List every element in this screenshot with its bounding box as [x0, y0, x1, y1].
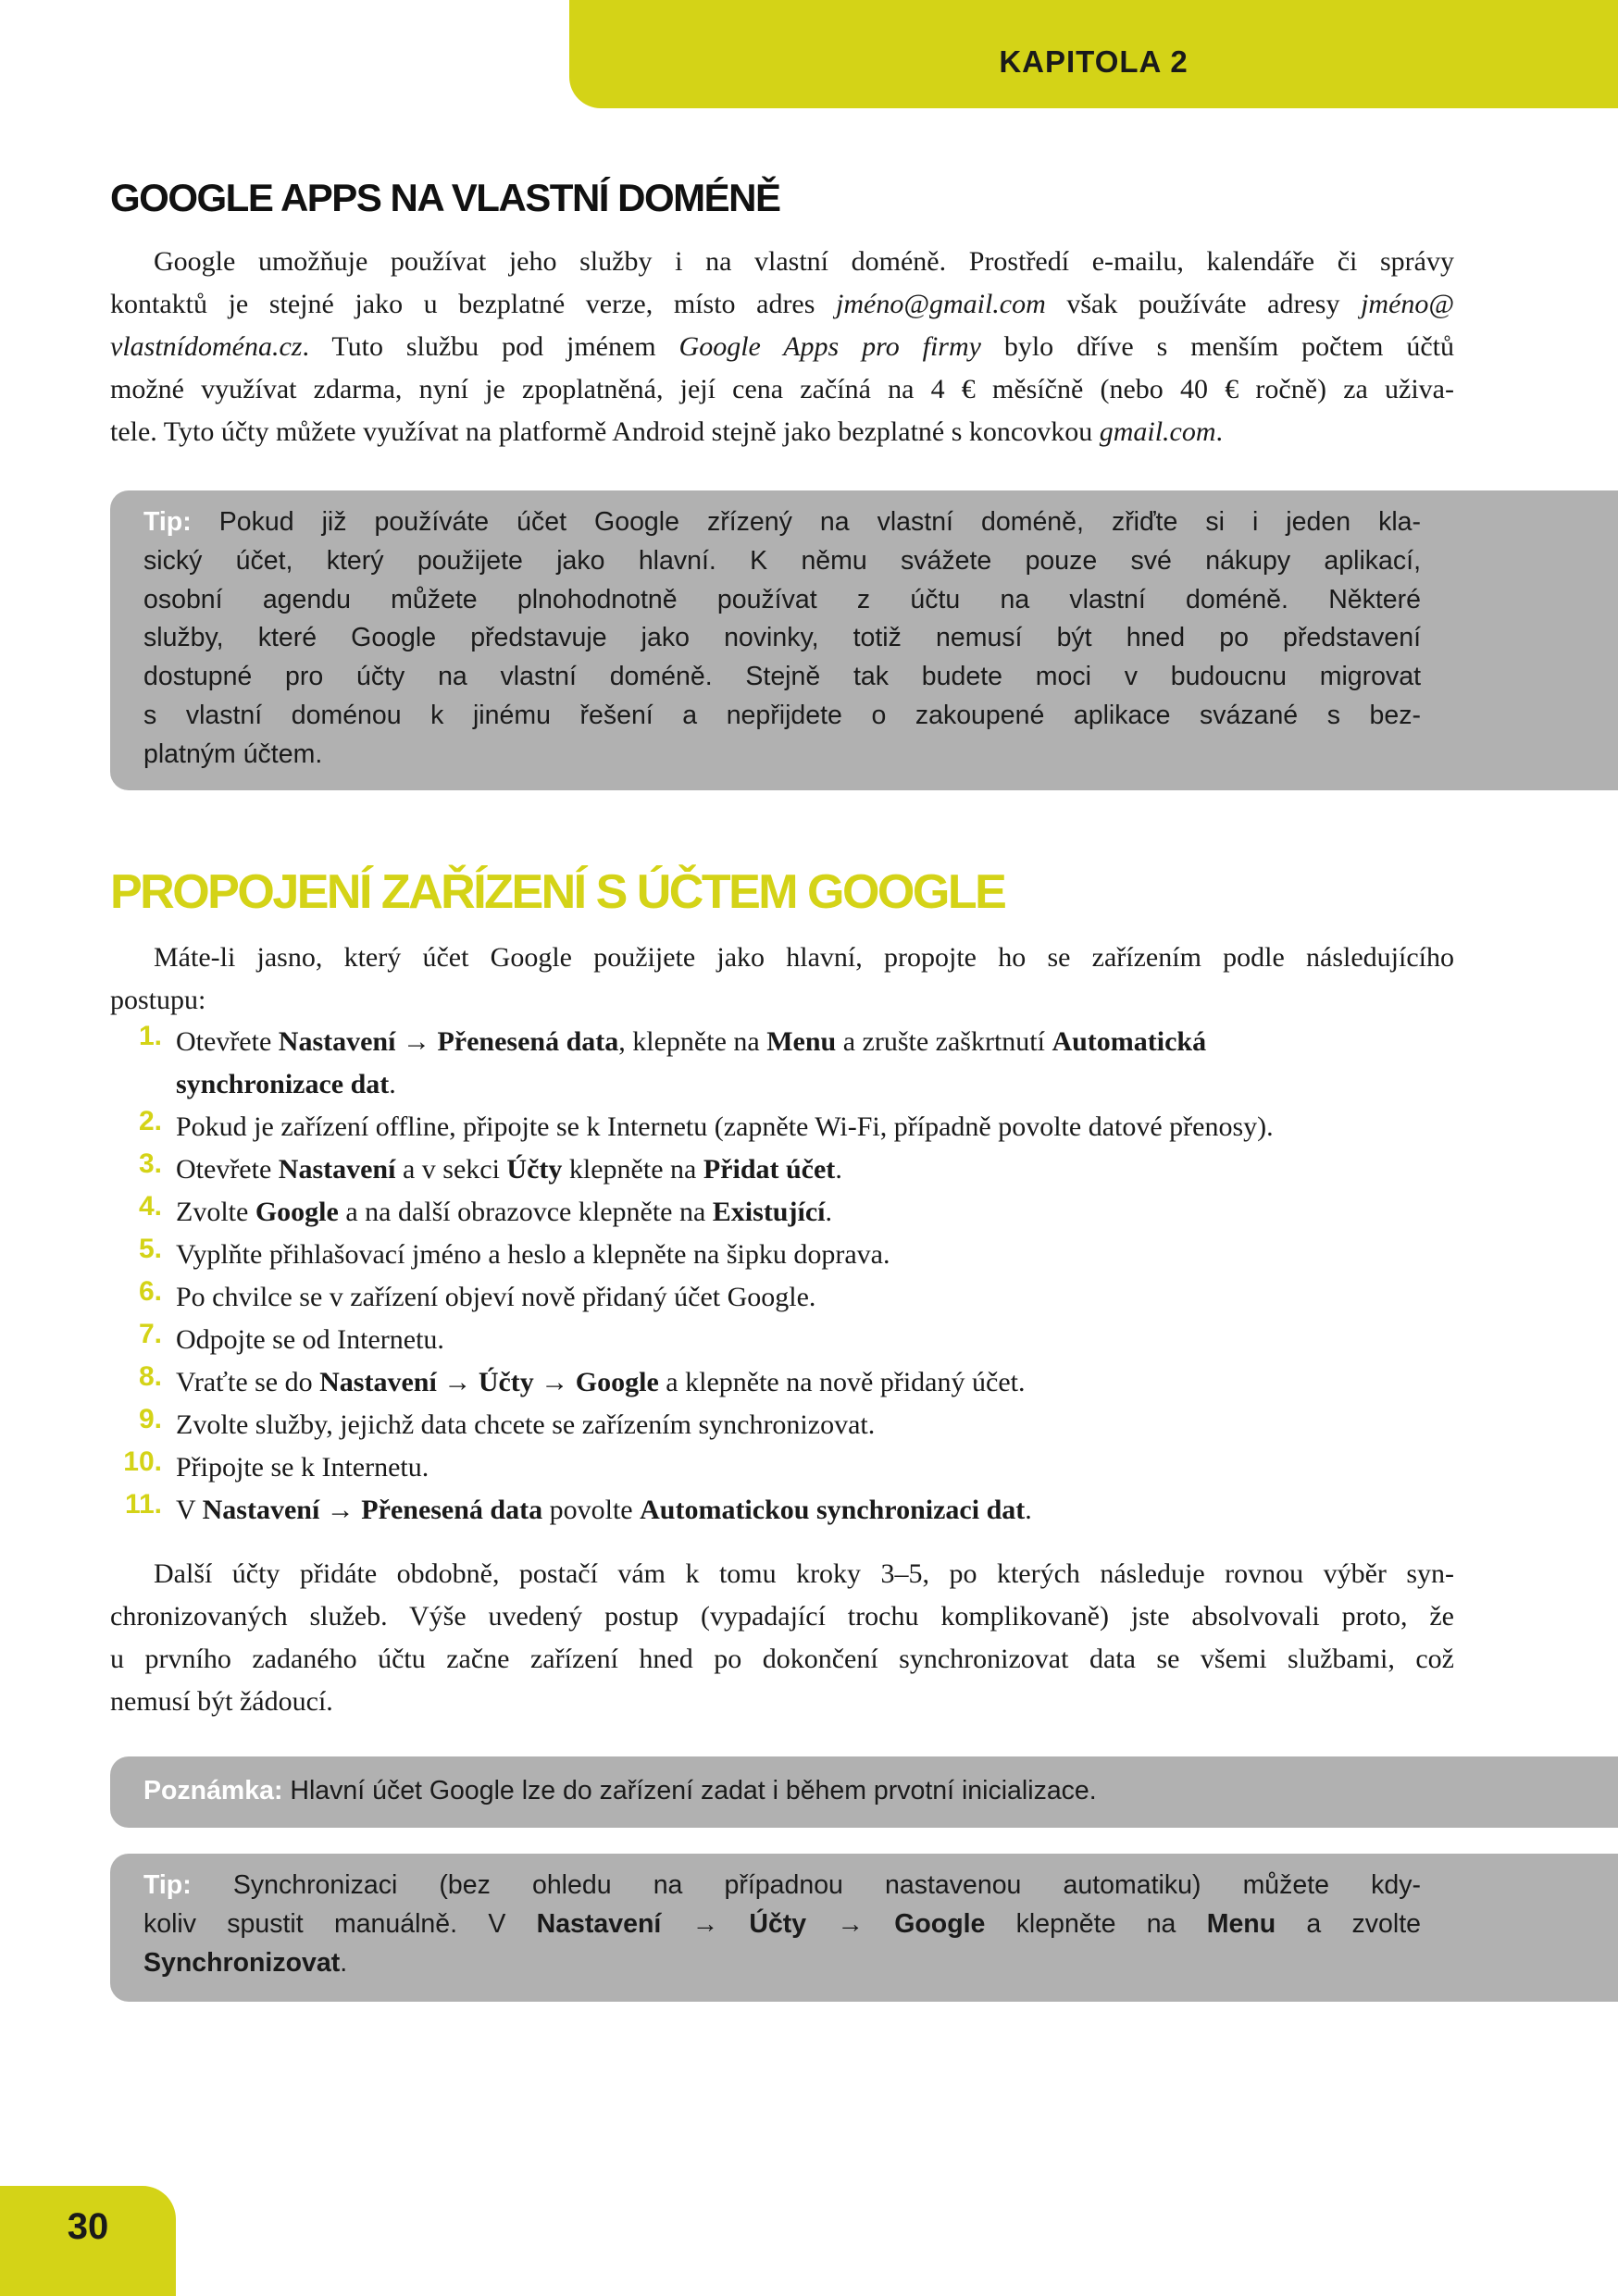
text-run: Připojte se k Internetu.	[176, 1452, 429, 1483]
list-number: 7.	[138, 1319, 162, 1349]
text-run: povolte	[542, 1495, 641, 1525]
text-run: bylo dříve s menším počtem účtů	[980, 331, 1454, 362]
chapter-header-tab	[569, 0, 1618, 108]
bold-text: Nastavení	[278, 1154, 396, 1185]
list-item	[110, 1446, 1499, 1489]
text-run: klepněte na	[562, 1154, 703, 1185]
bold-text: Účty	[478, 1367, 534, 1397]
text-line	[143, 1867, 1421, 1905]
list-item	[110, 1021, 1499, 1063]
text-run: Synchronizaci (bez ohledu na případnou nastavenou automatiku) můžete kdy-	[232, 1870, 1422, 1900]
text-run: . Tuto službu pod jménem	[302, 331, 679, 362]
text-line	[110, 979, 1454, 1022]
text-run: Máte-li jasno, který účet Google použijete jako hlavní, propojte ho se zařízením podle následujícího	[154, 942, 1454, 973]
tip-box-sync	[110, 1854, 1618, 2002]
text-run: postupu:	[110, 985, 206, 1015]
list-number: 1.	[138, 1021, 162, 1051]
text-run: však používáte adresy	[1045, 289, 1362, 319]
text-run: u prvního zadaného účtu začne zařízení hned po dokončení synchronizovat data se všemi službami, což	[110, 1644, 1454, 1674]
bold-text: Automatická	[1052, 1026, 1207, 1057]
text-run: Zvolte	[176, 1197, 255, 1227]
text-run: nemusí být žádoucí.	[110, 1686, 333, 1717]
text-run: kontaktů je stejné jako u bezplatné verze, místo adres	[110, 289, 837, 319]
bold-text: Google	[255, 1197, 339, 1227]
tip-box	[110, 490, 1618, 790]
text-run: .	[389, 1069, 396, 1099]
list-item-text	[176, 1106, 1274, 1148]
text-run: Hlavní účet Google lze do zařízení zadat i během prvotní inicializace.	[290, 1776, 1097, 1806]
text-line	[143, 658, 1421, 697]
list-item	[110, 1234, 1499, 1276]
bold-text: Přenesená data	[361, 1495, 543, 1525]
text-run: platným účtem.	[143, 738, 323, 769]
text-run: →	[319, 1495, 362, 1525]
text-run: Pokud již používáte účet Google zřízený na vlastní doméně, zřiďte si i jeden kla-	[218, 507, 1421, 537]
text-run: Vraťte se do	[176, 1367, 320, 1397]
text-line	[110, 368, 1454, 411]
list-item	[110, 1404, 1499, 1446]
text-run: a zrušte zaškrtnutí	[836, 1026, 1052, 1057]
list-item	[110, 1106, 1499, 1148]
bold-text: Nastavení	[202, 1495, 320, 1525]
list-item-text	[176, 1361, 1025, 1404]
list-item-text	[176, 1234, 890, 1276]
text-run: Zvolte služby, jejichž data chcete se zařízením synchronizovat.	[176, 1409, 876, 1440]
text-run: s vlastní doménou k jinému řešení a nepřijdete o zakoupené aplikace svázané s bez-	[143, 700, 1421, 730]
bold-text: Automatickou synchronizaci dat	[640, 1495, 1026, 1525]
text-run: .	[825, 1197, 832, 1227]
bold-text: Účty	[749, 1908, 807, 1939]
text-line	[110, 326, 1454, 368]
italic-text: jméno@	[1361, 289, 1454, 319]
bold-text: Nastavení	[319, 1367, 437, 1397]
list-number: 5.	[138, 1234, 162, 1264]
text-line	[143, 581, 1421, 620]
text-run: osobní agendu můžete plnohodnotně používat z účtu na vlastní doméně. Některé	[143, 584, 1421, 614]
list-item	[110, 1319, 1499, 1361]
text-line	[110, 1553, 1454, 1595]
text-run: .	[340, 1947, 348, 1978]
text-run: .	[1025, 1495, 1032, 1525]
text-run: a na další obrazovce klepněte na	[338, 1197, 713, 1227]
bold-text: synchronizace dat	[176, 1069, 390, 1099]
text-run: sický účet, který použijete jako hlavní. K němu svážete pouze své nákupy aplikací,	[143, 545, 1421, 576]
text-run: Další účty přidáte obdobně, postačí vám k tomu kroky 3–5, po kterých následuje rovnou výběr syn-	[154, 1558, 1454, 1589]
list-item	[110, 1361, 1499, 1404]
text-run: , klepněte na	[618, 1026, 767, 1057]
text-run: koliv spustit manuálně. V	[143, 1908, 537, 1939]
text-run: →	[395, 1026, 438, 1057]
steps-list	[110, 1021, 1499, 1532]
text-run: služby, které Google představuje jako novinky, totiž nemusí být hned po představení	[143, 623, 1421, 653]
box-label: Tip:	[143, 1870, 192, 1900]
bold-text: Účty	[506, 1154, 563, 1185]
section-heading-google-apps: GOOGLE APPS NA VLASTNÍ DOMÉNĚ	[110, 176, 780, 219]
list-item-text	[176, 1021, 1206, 1063]
chapter-label: KAPITOLA 2	[999, 44, 1189, 79]
italic-text: vlastnídoména.cz	[110, 331, 303, 362]
text-run: →	[533, 1367, 576, 1397]
text-run: klepněte na	[985, 1908, 1207, 1939]
list-item-text	[176, 1063, 396, 1106]
box-label: Tip:	[143, 507, 192, 537]
list-item-text	[176, 1148, 842, 1191]
text-line	[110, 937, 1454, 979]
italic-text: Google Apps pro firmy	[678, 331, 981, 362]
text-run: Otevřete	[176, 1154, 279, 1185]
list-item-text	[176, 1489, 1032, 1532]
italic-text: jméno@gmail.com	[836, 289, 1046, 319]
text-run: →	[806, 1908, 895, 1939]
list-number: 10.	[123, 1446, 162, 1477]
box-label: Poznámka:	[143, 1776, 283, 1806]
text-run: dostupné pro účty na vlastní doméně. Stejně tak budete moci v budoucnu migrovat	[143, 662, 1421, 692]
list-number: 8.	[138, 1361, 162, 1392]
list-item	[110, 1148, 1499, 1191]
page-number: 30	[67, 2206, 109, 2247]
text-line	[143, 1944, 1421, 1983]
text-run: a zvolte	[1276, 1908, 1421, 1939]
list-number: 9.	[138, 1404, 162, 1434]
bold-text: Google	[894, 1908, 986, 1939]
text-run: Google umožňuje používat jeho služby i na vlastní doméně. Prostředí e-mailu, kalendáře či správy	[154, 246, 1454, 277]
text-run: Pokud je zařízení offline, připojte se k Internetu (zapněte Wi-Fi, případně povolte datové přenosy).	[176, 1111, 1274, 1142]
text-run: tele. Tyto účty můžete využívat na platformě Android stejně jako bezplatné s koncovkou	[110, 416, 1100, 447]
bold-text: Nastavení	[278, 1026, 396, 1057]
list-item-text	[176, 1446, 429, 1489]
list-item	[110, 1489, 1499, 1532]
text-line	[143, 619, 1421, 658]
text-line	[143, 697, 1421, 736]
tip-text	[143, 503, 1421, 775]
text-line	[110, 1595, 1454, 1638]
text-line	[110, 1638, 1454, 1681]
list-item-text	[176, 1276, 815, 1319]
section-heading-account-link: PROPOJENÍ ZAŘÍZENÍ S ÚČTEM GOOGLE	[110, 865, 1005, 919]
bold-text: Existující	[712, 1197, 826, 1227]
page-number-tab	[0, 2186, 176, 2296]
list-item	[110, 1276, 1499, 1319]
bold-text: Menu	[766, 1026, 837, 1057]
list-item-text	[176, 1319, 444, 1361]
text-line	[110, 283, 1454, 326]
tip-sync-text	[143, 1867, 1421, 1982]
bold-text: Menu	[1206, 1908, 1276, 1939]
text-run: .	[1215, 416, 1224, 447]
bold-text: Přidat účet	[703, 1154, 836, 1185]
text-run: Vyplňte přihlašovací jméno a heslo a klepněte na šipku doprava.	[176, 1239, 890, 1270]
text-run: →	[436, 1367, 479, 1397]
list-number: 2.	[138, 1106, 162, 1136]
text-run: chronizovaných služeb. Výše uvedený postup (vypadající trochu komplikovaně) jste absolvovali proto, že	[110, 1601, 1454, 1632]
paragraph-google-apps	[110, 241, 1454, 453]
text-line	[110, 1681, 1454, 1723]
list-number: 11.	[124, 1489, 162, 1520]
text-run: Otevřete	[176, 1026, 279, 1057]
text-line	[143, 542, 1421, 581]
text-run: V	[176, 1495, 203, 1525]
text-run: Odpojte se od Internetu.	[176, 1324, 444, 1355]
text-line	[143, 736, 1421, 775]
list-item-continuation	[110, 1063, 1499, 1106]
text-run: →	[661, 1908, 750, 1939]
bold-text: Nastavení	[536, 1908, 662, 1939]
list-number: 4.	[138, 1191, 162, 1222]
bold-text: Synchronizovat	[143, 1947, 341, 1978]
text-run: Po chvilce se v zařízení objeví nově přidaný účet Google.	[176, 1282, 816, 1312]
text-line	[143, 503, 1421, 542]
text-run: možné využívat zdarma, nyní je zpoplatněná, její cena začíná na 4 € měsíčně (nebo 40 € ročně) za uživa-	[110, 374, 1454, 404]
list-item	[110, 1191, 1499, 1234]
text-line	[143, 1905, 1421, 1944]
text-run: .	[835, 1154, 842, 1185]
list-number: 3.	[138, 1148, 162, 1179]
text-line	[110, 241, 1454, 283]
text-run: a klepněte na nově přidaný účet.	[658, 1367, 1026, 1397]
note-text	[143, 1772, 1421, 1811]
list-item-text	[176, 1191, 832, 1234]
text-line	[110, 411, 1454, 453]
bold-text: Google	[575, 1367, 659, 1397]
text-line	[143, 1772, 1421, 1811]
list-item-text	[176, 1404, 875, 1446]
bold-text: Přenesená data	[437, 1026, 619, 1057]
note-box	[110, 1756, 1618, 1828]
paragraph-outro	[110, 1553, 1454, 1723]
text-run: a v sekci	[395, 1154, 507, 1185]
italic-text: gmail.com	[1099, 416, 1216, 447]
list-number: 6.	[138, 1276, 162, 1307]
paragraph-intro	[110, 937, 1454, 1022]
